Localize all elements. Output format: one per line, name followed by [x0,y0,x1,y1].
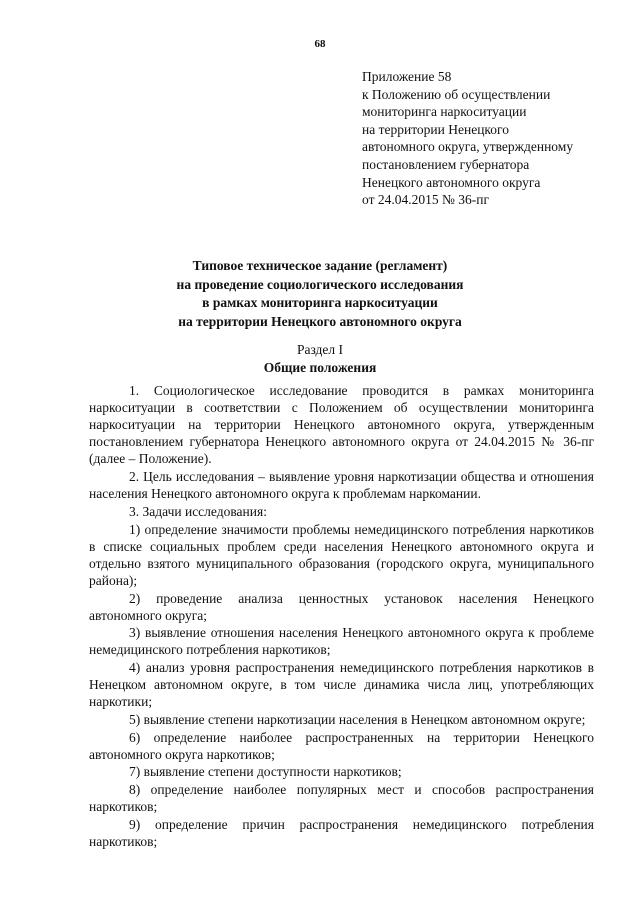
paragraph: 3) выявление отношения населения Ненецкого автономного округа к проблеме немедицинского потребления наркотиков; [89,625,594,658]
appendix-line: автономного округа, утвержденному [362,139,574,155]
paragraph: 1. Социологическое исследование проводится в рамках мониторинга наркоситуации в соответствии с Положением об осуществлении мониторинга наркоситуации на территории Ненецкого автономного округа, утвержденным постановлением губернатора Ненецкого автономного округа от 24.04.2015 № 36-пг (далее – Положение). [89,383,594,467]
document-body [89,382,594,851]
paragraph: 2. Цель исследования – выявление уровня наркотизации общества и отношения населения Ненецкого автономного округа к проблемам наркомании. [89,469,594,502]
appendix-line: постановлением губернатора [362,156,530,172]
appendix-line: Приложение 58 [362,69,452,84]
paragraph: 2) проведение анализа ценностных установок населения Ненецкого автономного округа; [89,590,594,623]
appendix-line: Ненецкого автономного округа [362,174,541,190]
appendix-line: на территории Ненецкого [362,121,510,137]
title-line: Типовое техническое задание (регламент) [192,258,448,273]
paragraph: 9) определение причин распространения немедицинского потребления наркотиков; [89,816,594,849]
appendix-line: от 24.04.2015 № 36-пг [362,192,489,208]
paragraph: 4) анализ уровня распространения немедицинского потребления наркотиков в Ненецком автономном округе, в том числе динамика числа лиц, употребляющих наркотики; [89,660,594,710]
paragraph: 6) определение наиболее распространенных на территории Ненецкого автономного округа наркотиков; [89,729,594,762]
page-number: 68 [314,38,326,50]
title-line: на проведение социологического исследования [176,276,464,292]
document-title [0,257,640,331]
section-label: Раздел I [296,342,344,357]
title-line: на территории Ненецкого автономного округа [178,313,462,329]
appendix-line: к Положению об осуществлении [362,86,551,102]
paragraph: 3. Задачи исследования: [129,503,267,519]
title-line: в рамках мониторинга наркоситуации [202,295,438,310]
paragraph: 5) выявление степени наркотизации населения в Ненецком автономном округе; [129,711,586,727]
paragraph: 7) выявление степени доступности наркотиков; [129,764,402,780]
section-header [0,341,640,377]
paragraph: 8) определение наиболее популярных мест и способов распространения наркотиков; [89,782,594,815]
section-heading: Общие положения [263,360,377,375]
paragraph: 1) определение значимости проблемы немедицинского потребления наркотиков в списке социальных проблем среди населения Ненецкого автономного округа и отдельно взятого муниципального образования (городского округа, муниципального района); [89,521,594,588]
appendix-reference [362,68,622,209]
appendix-line: мониторинга наркоситуации [362,104,527,120]
